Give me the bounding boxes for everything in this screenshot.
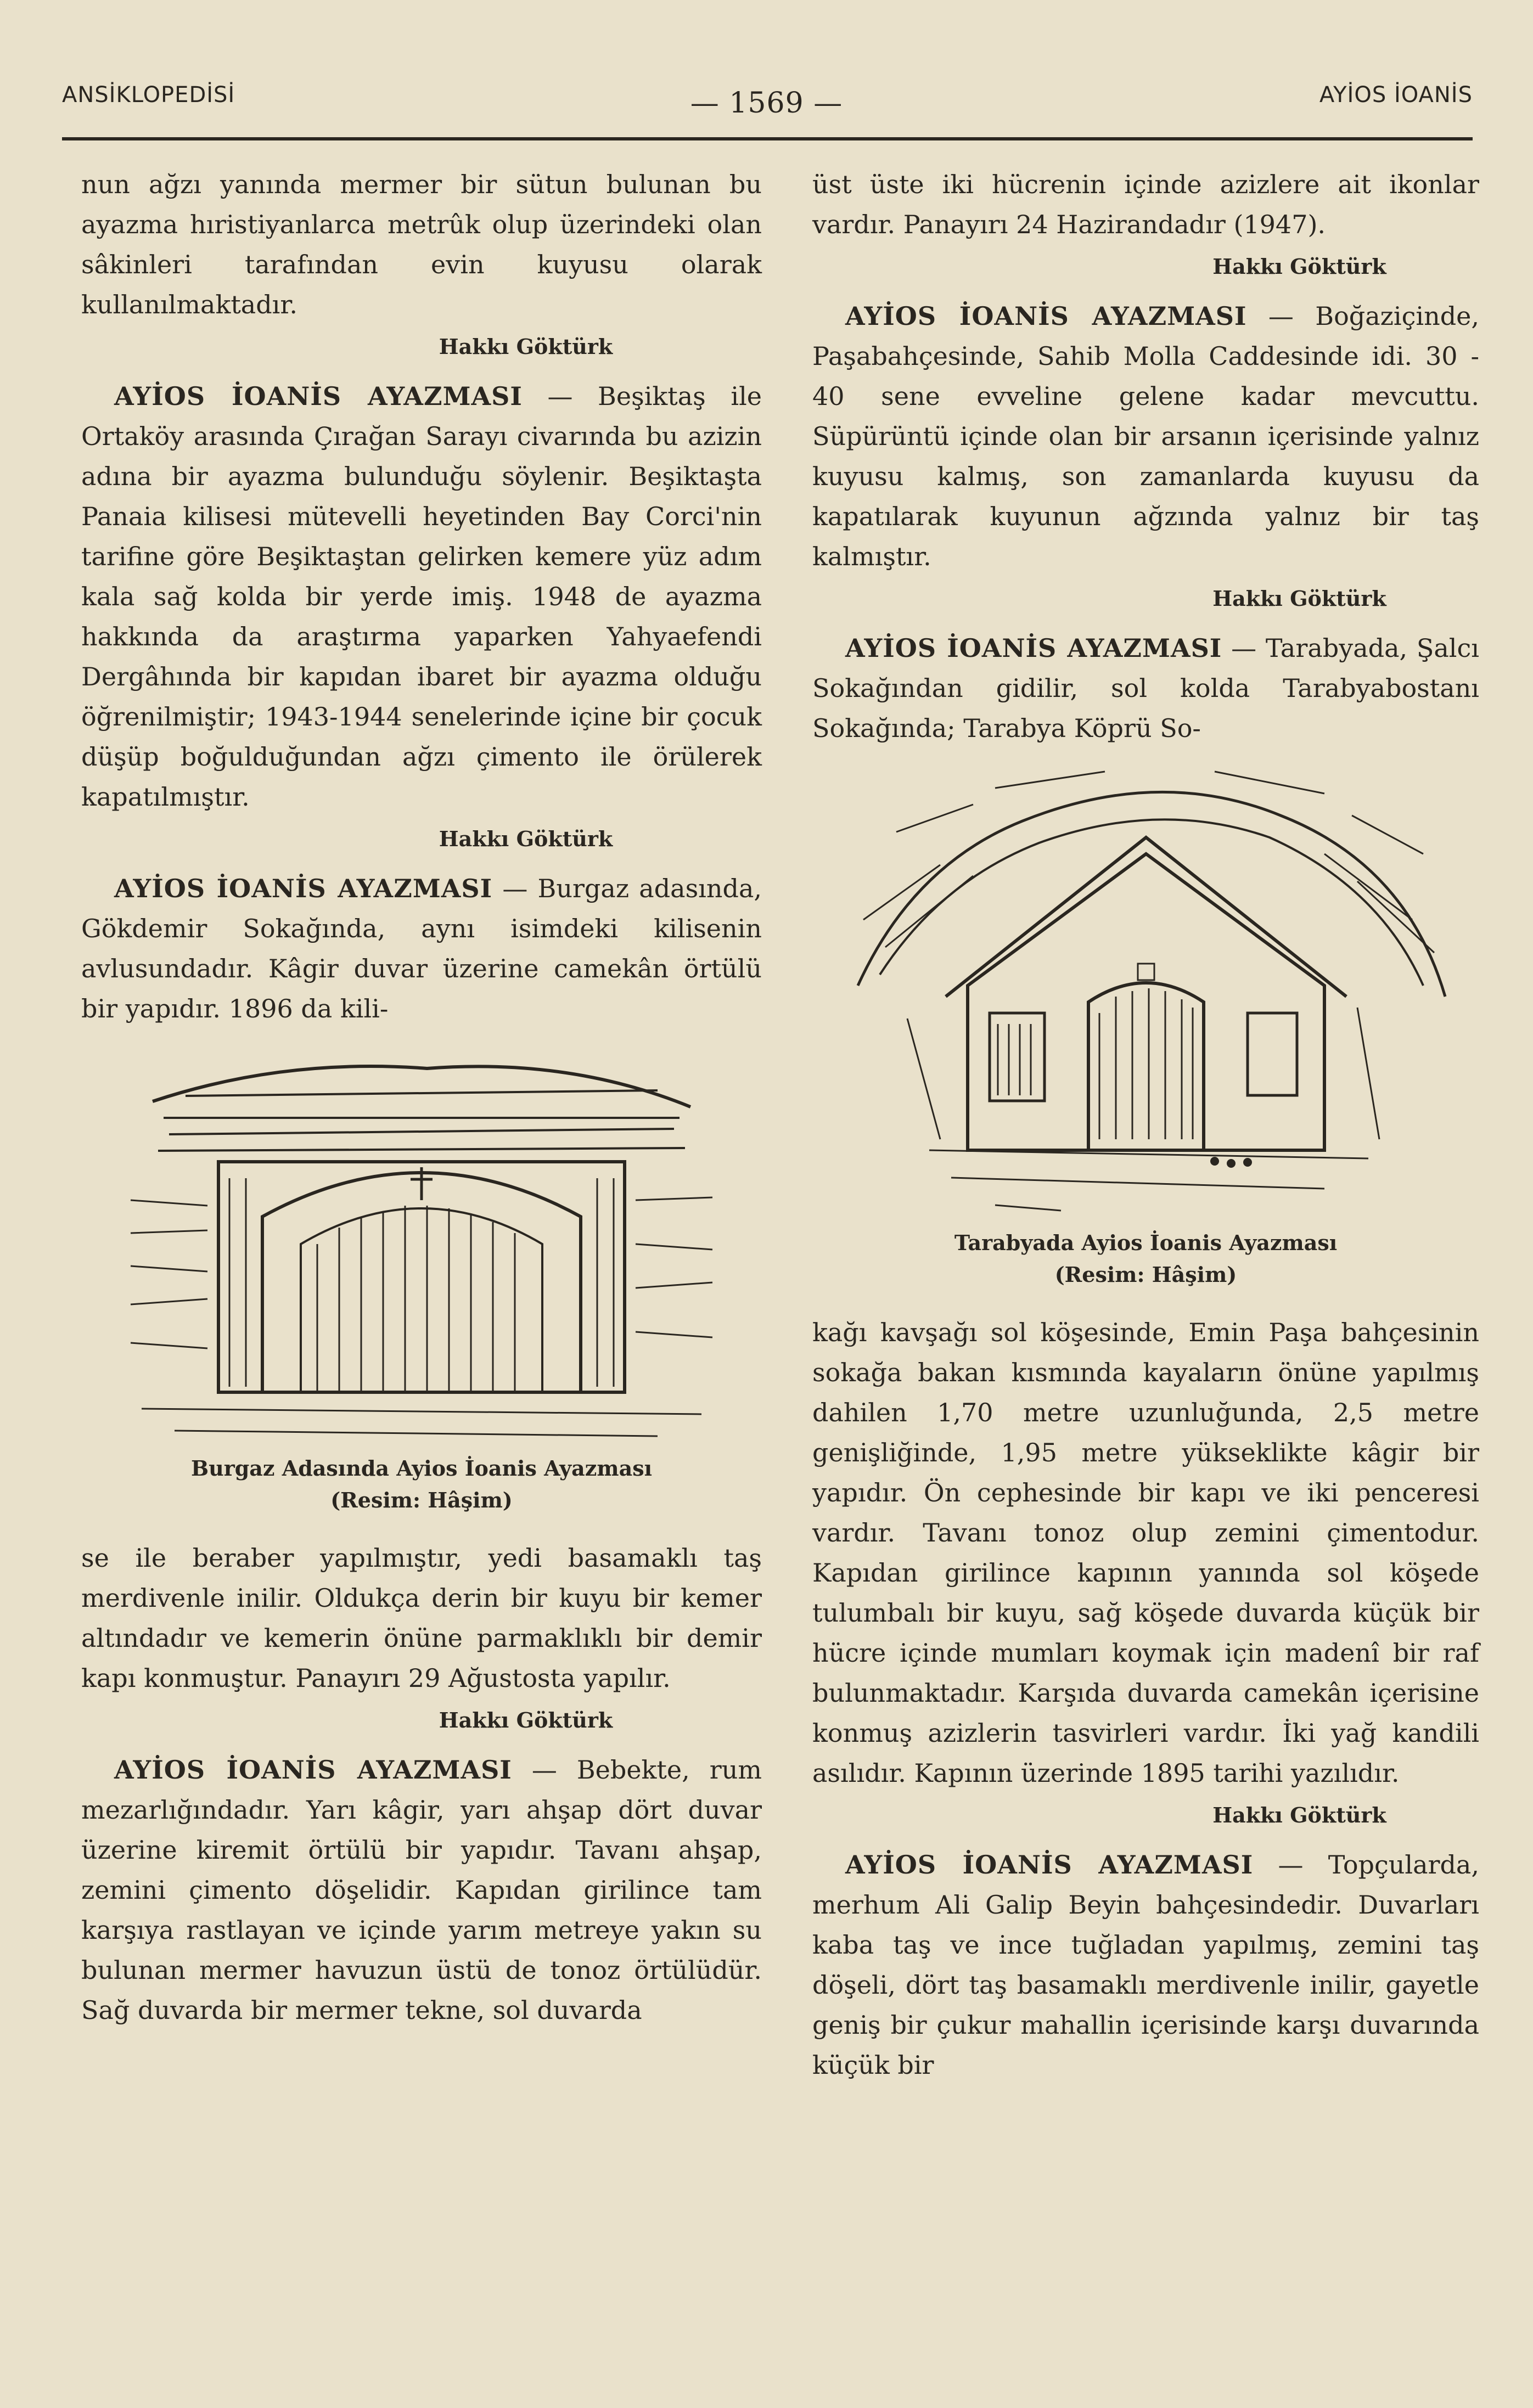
entry-topcular	[812, 1845, 1479, 2085]
continued-paragraph: se ile beraber yapılmıştır, yedi basamaklı taş merdivenle inilir. Oldukça derin bir kuyu bir kemer altındadır ve kemerin önüne parmaklıklı bir demir kapı konmuştur. Panayırı 29 Ağustosta yapılır.	[81, 1543, 762, 1693]
author-signature: Hakkı Göktürk	[439, 1708, 613, 1732]
entry-body: — Bebekte, rum mezarlığındadır. Yarı kâgir, yarı ahşap dört duvar üzerine kiremit örtülü bir yapıdır. Tavanı ahşap, zemini çimento döşelidir. Kapıdan girilince tam karşıya rastlayan ve içinde yarım metreye yakın su bulunan mermer havuzun üstü de tonoz örtülüdür. Sağ duvarda bir mermer tekne, sol duvarda	[81, 1755, 762, 2025]
running-header-right: AYİOS İOANİS	[1319, 82, 1473, 108]
figure-burgaz	[81, 1036, 762, 1516]
continued-paragraph: kağı kavşağı sol köşesinde, Emin Paşa bahçesinin sokağa bakan kısmında kayaların önüne yapılmış dahilen 1,70 metre uzunluğunda, 2,5 metre genişliğinde, 1,95 metre yükseklikte kâgir bir yapıdır. Ön cephesinde bir kapı ve iki penceresi vardır. Tavanı tonoz olup zemini çimentodur. Kapıdan girilince kapının yanında sol köşede tulumbalı bir kuyu, sağ köşede duvarda küçük bir hücre içinde mumları koymak için madenî bir raf bulunmaktadır. Karşıda duvarda camekân içerisine konmuş azizlerin tasvirleri vardır. İki yağ kandili asılıdır. Kapının üzerinde 1895 tarihi yazılıdır.	[812, 1318, 1479, 1788]
caption-title: Tarabyada Ayios İoanis Ayazması	[954, 1230, 1338, 1255]
entry-besiktas	[81, 376, 762, 817]
continued-paragraph: üst üste iki hücrenin içinde azizlere ait ikonlar vardır. Panayırı 24 Hazirandadır (1947).	[812, 170, 1479, 239]
right-column	[812, 165, 1479, 2085]
author-signature: Hakkı Göktürk	[439, 826, 613, 851]
entry-tarabya	[812, 628, 1479, 749]
entry-title: AYİOS İOANİS AYAZMASI	[114, 1755, 512, 1785]
page-number: — 1569 —	[690, 87, 843, 120]
entry-body: — Beşiktaş ile Ortaköy arasında Çırağan Sarayı civarında bu azizin adına bir ayazma bulunduğu söylenir. Beşiktaşta Panaia kilisesi mütevelli heyetinden Bay Corci'nin tarifine göre Beşiktaştan gelirken kemere yüz adım kala sağ kolda bir yerde imiş. 1948 de ayazma hakkında da araştırma yaparken Yahyaefendi Dergâhında bir kapıdan ibaret bir ayazma olduğu öğrenilmiştir; 1943-1944 senelerinde içine bir çocuk düşüp boğulduğundan ağzı çimento ile örülerek kapatılmıştır.	[81, 381, 762, 812]
figure-tarabya	[812, 755, 1479, 1291]
entry-body: — Burgaz adasında, Gökdemir Sokağında, aynı isimdeki kilisenin avlusundadır. Kâgir duvar üzerine camekân örtülü bir yapıdır. 1896 da kili-	[81, 874, 762, 1023]
entry-title: AYİOS İOANİS AYAZMASI	[845, 301, 1247, 331]
header-rule-left	[62, 137, 756, 140]
burgaz-ayazma-illustration	[120, 1036, 723, 1453]
header-rule-right	[756, 137, 1473, 140]
author-signature: Hakkı Göktürk	[1212, 586, 1386, 611]
caption-title: Burgaz Adasında Ayios İoanis Ayazması	[190, 1456, 653, 1481]
caption-credit: (Resim: Hâşim)	[1054, 1262, 1237, 1287]
entry-title: AYİOS İOANİS AYAZMASI	[845, 1850, 1254, 1880]
entry-body: — Boğaziçinde, Paşabahçesinde, Sahib Molla Caddesinde idi. 30 - 40 sene evveline gelene kadar mevcuttu. Süpürüntü içinde olan bir arsanın içerisinde yalnız kuyusu kalmış, son zamanlarda kuyusu da kapatılarak kuyunun ağzında yalnız bir taş kalmıştır.	[812, 301, 1479, 571]
entry-title: AYİOS İOANİS AYAZMASI	[845, 633, 1222, 663]
running-header-left: ANSİKLOPEDİSİ	[62, 82, 235, 108]
entry-bebek	[81, 1750, 762, 2030]
tarabya-ayazma-illustration	[830, 755, 1462, 1227]
entry-pasabahce	[812, 296, 1479, 577]
author-signature: Hakkı Göktürk	[1212, 254, 1386, 279]
figure-caption	[812, 1227, 1479, 1291]
left-column	[81, 165, 762, 2030]
entry-title: AYİOS İOANİS AYAZMASI	[114, 381, 523, 411]
author-signature: Hakkı Göktürk	[1212, 1803, 1386, 1827]
caption-credit: (Resim: Hâşim)	[330, 1488, 513, 1512]
entry-title: AYİOS İOANİS AYAZMASI	[114, 874, 493, 903]
continued-paragraph: nun ağzı yanında mermer bir sütun bulunan bu ayazma hıristiyanlarca metrûk olup üzerindeki olan sâkinleri tarafından evin kuyusu olarak kullanılmaktadır.	[81, 170, 762, 319]
entry-burgaz	[81, 869, 762, 1029]
author-signature: Hakkı Göktürk	[439, 334, 613, 359]
entry-body: — Tarabyada, Şalcı Sokağından gidilir, sol kolda Tarabyabostanı Sokağında; Tarabya Köprü So-	[812, 633, 1479, 743]
figure-caption	[81, 1453, 762, 1516]
entry-body: — Topçularda, merhum Ali Galip Beyin bahçesindedir. Duvarları kaba taş ve ince tuğladan yapılmış, zemini taş döşeli, dört taş basamaklı merdivenle inilir, gayetle geniş bir çukur mahallin içerisinde karşı duvarında küçük bir	[812, 1850, 1479, 2080]
